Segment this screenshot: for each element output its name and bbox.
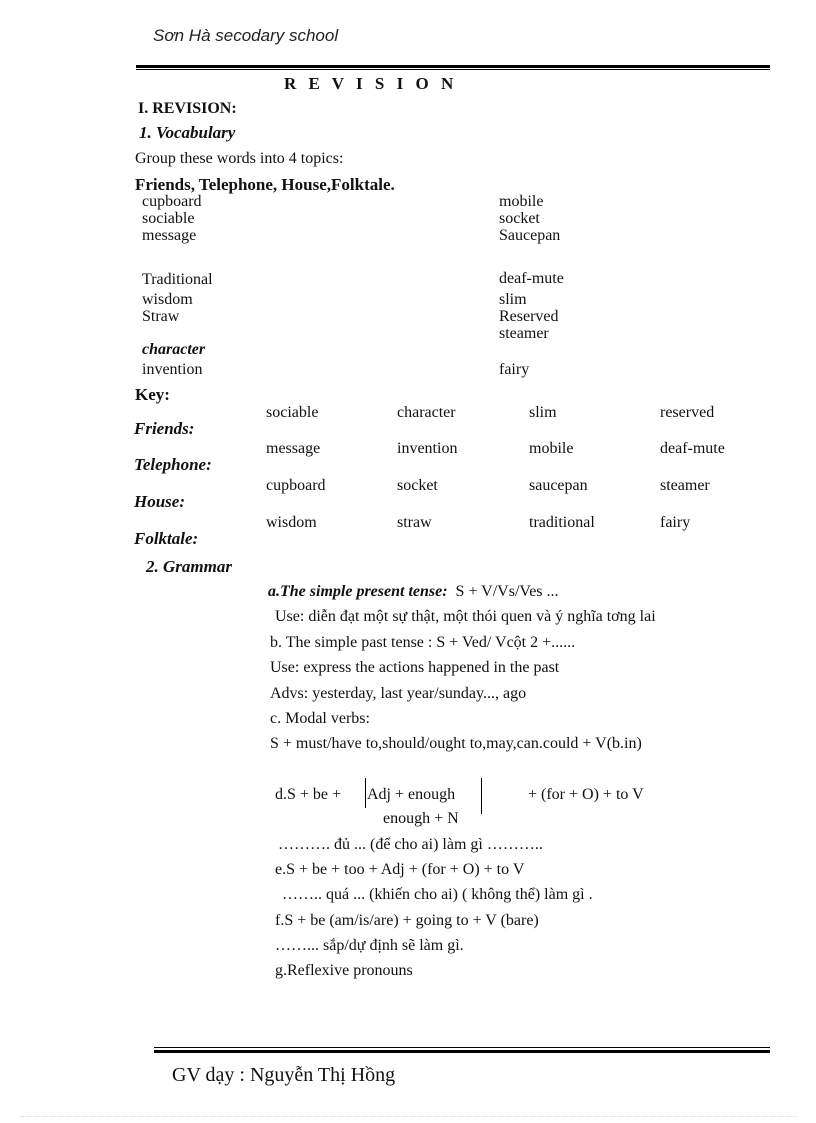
- word-item: Saucepan: [499, 227, 561, 244]
- grammar-b-advs: Advs: yesterday, last year/sunday..., ago: [270, 685, 527, 702]
- grammar-a-line: [268, 583, 559, 601]
- vocabulary-heading: 1. Vocabulary: [139, 123, 236, 142]
- key-word: slim: [529, 404, 557, 421]
- key-word: message: [266, 440, 321, 457]
- footer-rule-thick: [154, 1050, 770, 1053]
- key-word: traditional: [529, 514, 595, 531]
- word-item: Traditional: [142, 271, 213, 288]
- key-row-label: Folktale:: [134, 529, 199, 548]
- word-item: character: [142, 341, 206, 358]
- word-item: message: [142, 227, 197, 244]
- grammar-g-title: g.Reflexive pronouns: [275, 962, 413, 979]
- grammar-b-use: Use: express the actions happened in the past: [270, 659, 560, 676]
- footer-rule-thin: [154, 1047, 770, 1048]
- grammar-e-title: e.S + be + too + Adj + (for + O) + to V: [275, 861, 525, 878]
- page-bottom-dotted-line: [20, 1116, 796, 1117]
- word-item: invention: [142, 361, 203, 378]
- header-rule-thin: [136, 69, 770, 70]
- page-title: R E V I S I O N: [284, 74, 458, 93]
- key-label: Key:: [135, 385, 170, 404]
- bracket-left: [365, 778, 366, 808]
- key-word: saucepan: [529, 477, 588, 494]
- grammar-d-prefix: d.S + be +: [275, 786, 342, 803]
- key-word: wisdom: [266, 514, 317, 531]
- key-row-label: House:: [134, 492, 185, 511]
- word-item: Straw: [142, 308, 180, 325]
- word-item: wisdom: [142, 291, 193, 308]
- key-word: mobile: [529, 440, 574, 457]
- word-item: fairy: [499, 361, 530, 378]
- key-row-label: Telephone:: [134, 455, 212, 474]
- grammar-heading: 2. Grammar: [146, 557, 232, 576]
- school-header: Sơn Hà secodary school: [153, 26, 339, 45]
- grammar-f-meaning: ……... sắp/dự định sẽ làm gì.: [275, 937, 464, 954]
- key-row-label: Friends:: [134, 419, 195, 438]
- header-rule-thick: [136, 65, 770, 68]
- word-item: socket: [499, 210, 540, 227]
- grammar-a-title: a.The simple present tense:: [268, 583, 448, 600]
- grammar-f-title: f.S + be (am/is/are) + going to + V (bare): [275, 912, 539, 929]
- key-word: fairy: [660, 514, 691, 531]
- footer-teacher: GV dạy : Nguyễn Thị Hồng: [172, 1064, 396, 1086]
- key-word: straw: [397, 514, 432, 531]
- key-word: character: [397, 404, 456, 421]
- key-word: socket: [397, 477, 438, 494]
- key-word: invention: [397, 440, 458, 457]
- vocab-instruction: Group these words into 4 topics:: [135, 150, 344, 167]
- grammar-d-suffix: + (for + O) + to V: [528, 786, 644, 803]
- grammar-e-meaning: …….. quá ... (khiến cho ai) ( không thể) làm gì .: [282, 886, 593, 903]
- grammar-c-title: c. Modal verbs:: [270, 710, 370, 727]
- word-item: mobile: [499, 193, 544, 210]
- grammar-a-formula: S + V/Vs/Ves ...: [455, 583, 559, 600]
- grammar-b-title: b. The simple past tense : S + Ved/ Vcột 2 +......: [270, 634, 576, 651]
- grammar-d-option: Adj + enough: [367, 786, 456, 803]
- word-item: cupboard: [142, 193, 202, 210]
- section-heading: I. REVISION:: [138, 100, 237, 117]
- word-item: slim: [499, 291, 527, 308]
- key-word: sociable: [266, 404, 319, 421]
- bracket-right: [481, 778, 482, 814]
- grammar-a-use: Use: diễn đạt một sự thật, một thói quen và ý nghĩa tơng lai: [275, 608, 656, 625]
- key-word: reserved: [660, 404, 715, 421]
- key-word: deaf-mute: [660, 440, 725, 457]
- word-item: steamer: [499, 325, 549, 342]
- word-item: Reserved: [499, 308, 559, 325]
- word-item: deaf-mute: [499, 270, 564, 287]
- key-word: cupboard: [266, 477, 326, 494]
- word-item: sociable: [142, 210, 195, 227]
- grammar-d-option: enough + N: [383, 810, 459, 827]
- key-word: steamer: [660, 477, 710, 494]
- vocab-topics: Friends, Telephone, House,Folktale.: [135, 175, 395, 194]
- grammar-d-meaning: ………. đủ ... (để cho ai) làm gì ………..: [278, 836, 543, 853]
- grammar-c-formula: S + must/have to,should/ought to,may,can.could + V(b.in): [270, 735, 642, 752]
